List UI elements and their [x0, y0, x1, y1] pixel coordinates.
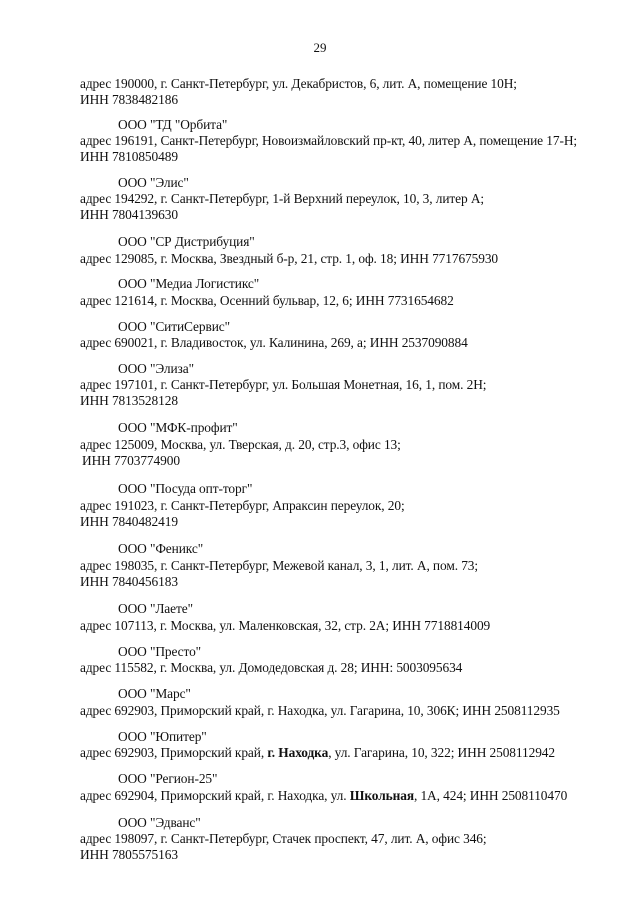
entry-address: адрес 198035, г. Санкт-Петербург, Межевой канал, 3, 1, лит. А, пом. 73; — [80, 558, 479, 573]
entry-address: адрес 107113, г. Москва, ул. Маленковская, 32, стр. 2А; ИНН 7718814009 — [80, 618, 491, 633]
entry-address: адрес 190000, г. Санкт-Петербург, ул. Декабристов, 6, лит. А, помещение 10Н; — [80, 76, 517, 91]
entry-name: ООО "МФК-профит" — [118, 420, 238, 435]
entry-name: ООО "Эдванс" — [118, 815, 201, 830]
entry-inn: ИНН 7810850489 — [80, 149, 178, 164]
entry-name: ООО "Посуда опт-торг" — [118, 481, 253, 496]
address-text: адрес 692903, Приморский край, — [80, 745, 268, 760]
entry-name: ООО "ТД "Орбита" — [118, 117, 228, 132]
entry-address — [80, 788, 567, 804]
entry-inn: ИНН 7840482419 — [80, 514, 178, 529]
entry-address: адрес 191023, г. Санкт-Петербург, Апраксин переулок, 20; — [80, 498, 405, 513]
entry-inn: ИНН 7804139630 — [80, 207, 178, 222]
entry-name: ООО "Престо" — [118, 644, 202, 659]
entry-address: адрес 692903, Приморский край, г. Находка, ул. Гагарина, 10, 306К; ИНН 2508112935 — [80, 703, 560, 718]
entry-address: адрес 115582, г. Москва, ул. Домодедовская д. 28; ИНН: 5003095634 — [80, 660, 463, 675]
entry-address: адрес 194292, г. Санкт-Петербург, 1-й Верхний переулок, 10, 3, литер А; — [80, 191, 485, 206]
address-bold-text: г. Находка — [267, 745, 329, 760]
entry-name: ООО "Элиза" — [118, 361, 194, 376]
entry-address: адрес 129085, г. Москва, Звездный б-р, 21, стр. 1, оф. 18; ИНН 7717675930 — [80, 251, 499, 266]
entry-name: ООО "СР Дистрибуция" — [118, 234, 255, 249]
entry-name: ООО "СитиСервис" — [118, 319, 230, 334]
entry-address: адрес 197101, г. Санкт-Петербург, ул. Большая Монетная, 16, 1, пом. 2Н; — [80, 377, 487, 392]
entry-name: ООО "Феникс" — [118, 541, 204, 556]
entry-name: ООО "Медиа Логистикс" — [118, 276, 260, 291]
page-number: 29 — [313, 40, 327, 55]
entry-inn: ИНН 7838482186 — [80, 92, 178, 107]
entry-inn: ИНН 7805575163 — [80, 847, 178, 862]
entry-address: адрес 198097, г. Санкт-Петербург, Стачек проспект, 47, лит. А, офис 346; — [80, 831, 487, 846]
entry-address: адрес 690021, г. Владивосток, ул. Калинина, 269, а; ИНН 2537090884 — [80, 335, 468, 350]
entry-name: ООО "Юпитер" — [118, 729, 207, 744]
entry-inn: ИНН 7703774900 — [82, 453, 180, 468]
entry-inn: ИНН 7840456183 — [80, 574, 178, 589]
address-text: адрес 692904, Приморский край, г. Находка, ул. — [80, 788, 350, 803]
entry-address: адрес 196191, Санкт-Петербург, Новоизмайловский пр-кт, 40, литер А, помещение 17-Н; — [80, 133, 578, 148]
entry-name: ООО "Элис" — [118, 175, 189, 190]
entry-name: ООО "Регион-25" — [118, 771, 218, 786]
entry-name: ООО "Марс" — [118, 686, 191, 701]
address-text: , 1А, 424; ИНН 2508110470 — [413, 788, 568, 803]
entry-address: адрес 121614, г. Москва, Осенний бульвар, 12, 6; ИНН 7731654682 — [80, 293, 454, 308]
entry-address — [80, 745, 555, 761]
address-text: , ул. Гагарина, 10, 322; ИНН 2508112942 — [328, 745, 555, 760]
address-bold-text: Школьная — [349, 788, 414, 803]
entry-address: адрес 125009, Москва, ул. Тверская, д. 20, стр.3, офис 13; — [80, 437, 401, 452]
entry-name: ООО "Лаете" — [118, 601, 193, 616]
entry-inn: ИНН 7813528128 — [80, 393, 178, 408]
